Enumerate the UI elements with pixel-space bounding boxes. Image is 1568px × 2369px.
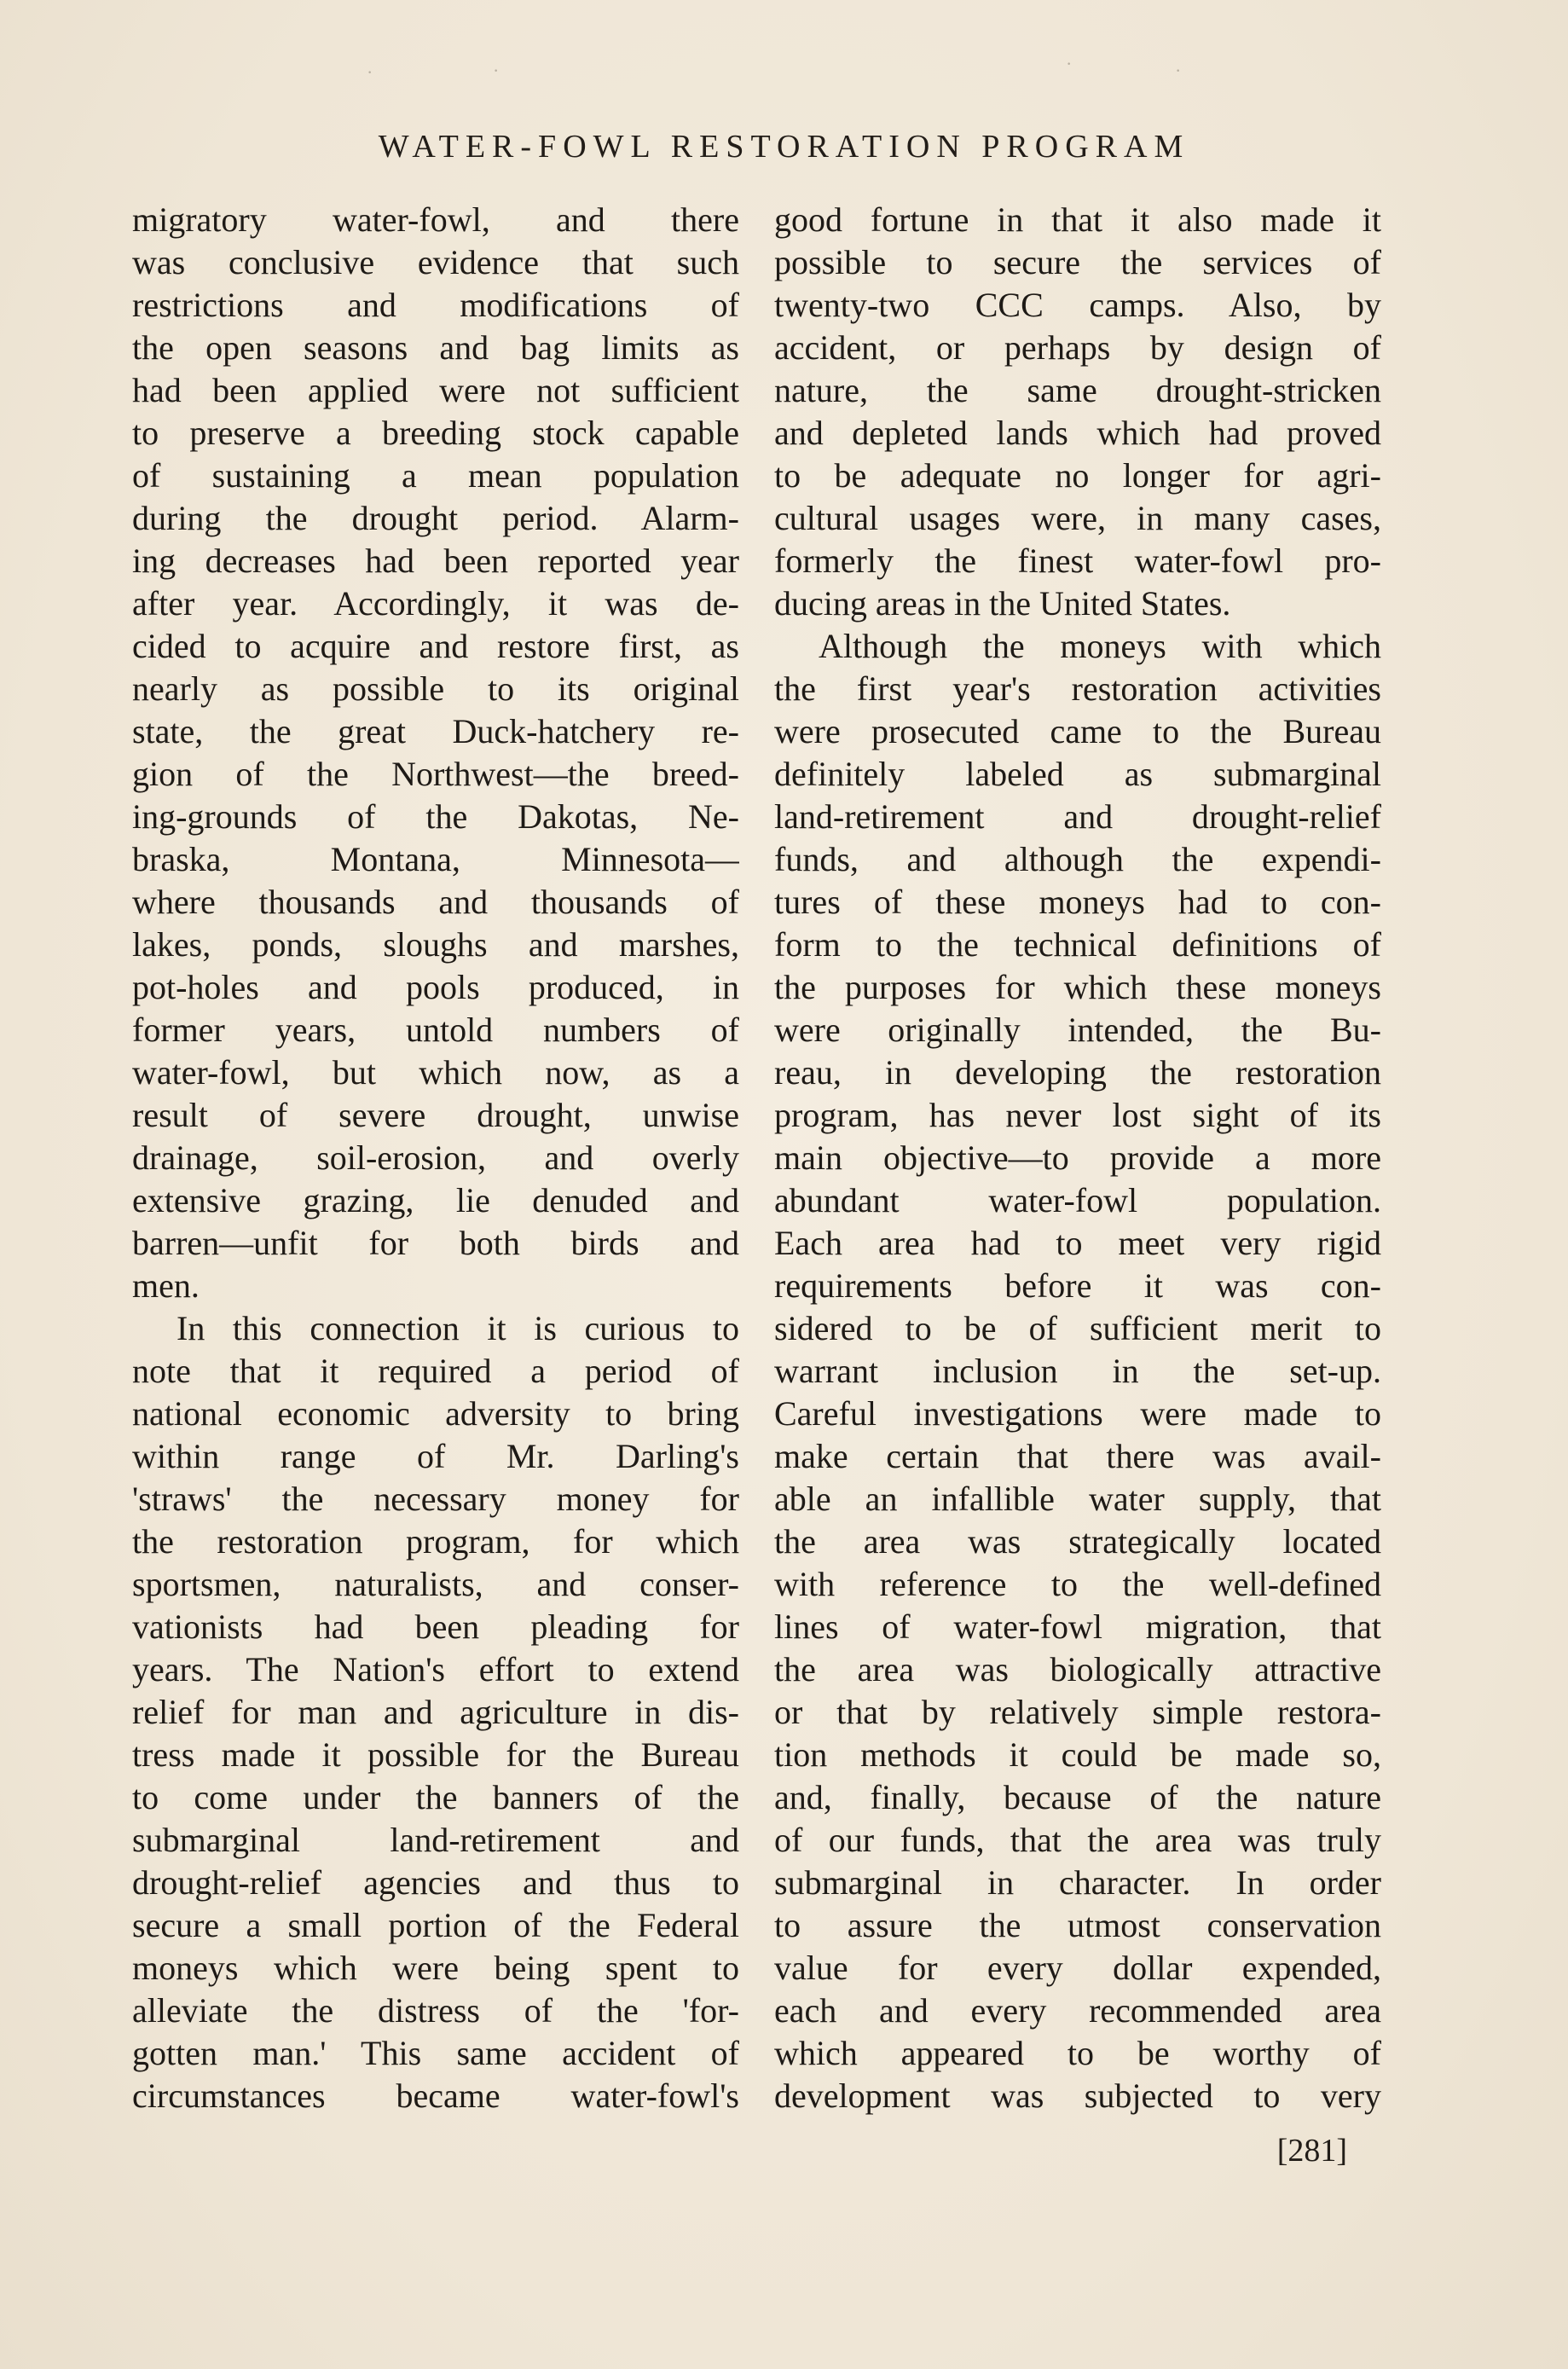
- paper-speck: ·: [367, 61, 373, 83]
- text-line: water-fowl, but which now, as a: [132, 1053, 739, 1092]
- text-line: state, the great Duck-hatchery re-: [132, 712, 739, 750]
- text-line: the area was strategically located: [774, 1522, 1381, 1561]
- paper-speck: ·: [1175, 60, 1182, 81]
- text-line: able an infallible water supply, that: [774, 1480, 1381, 1518]
- text-line: and, finally, because of the nature: [774, 1778, 1381, 1816]
- text-line: In this connection it is curious to: [176, 1309, 739, 1347]
- text-line: were prosecuted came to the Bureau: [774, 712, 1381, 750]
- text-line: the open seasons and bag limits as: [132, 328, 739, 367]
- text-line: to assure the utmost conservation: [774, 1906, 1381, 1944]
- text-line: twenty-two CCC camps. Also, by: [774, 286, 1381, 324]
- text-line: moneys which were being spent to: [132, 1949, 739, 1987]
- text-line: Careful investigations were made to: [774, 1394, 1381, 1433]
- text-line: gotten man.' This same accident of: [132, 2034, 739, 2072]
- text-line: program, has never lost sight of its: [774, 1096, 1381, 1134]
- text-line: 'straws' the necessary money for: [132, 1480, 739, 1518]
- text-line: alleviate the distress of the 'for-: [132, 1991, 739, 2030]
- text-line: cultural usages were, in many cases,: [774, 499, 1381, 537]
- text-line: during the drought period. Alarm-: [132, 499, 739, 537]
- text-line: relief for man and agriculture in dis-: [132, 1693, 739, 1731]
- text-line: with reference to the well-defined: [774, 1565, 1381, 1603]
- text-line: the purposes for which these moneys: [774, 968, 1381, 1006]
- text-line: tures of these moneys had to con-: [774, 883, 1381, 921]
- text-line: submarginal land-retirement and: [132, 1821, 739, 1859]
- text-line: nature, the same drought-stricken: [774, 371, 1381, 409]
- text-line: restrictions and modifications of: [132, 286, 739, 324]
- text-line: migratory water-fowl, and there: [132, 200, 739, 239]
- text-line: of sustaining a mean population: [132, 456, 739, 495]
- text-line: was conclusive evidence that such: [132, 243, 739, 281]
- text-line: extensive grazing, lie denuded and: [132, 1181, 739, 1219]
- text-line: or that by relatively simple restora-: [774, 1693, 1381, 1731]
- text-line: drought-relief agencies and thus to: [132, 1863, 739, 1902]
- text-line: to be adequate no longer for agri-: [774, 456, 1381, 495]
- text-line: result of severe drought, unwise: [132, 1096, 739, 1134]
- text-line: Each area had to meet very rigid: [774, 1224, 1381, 1262]
- text-line: vationists had been pleading for: [132, 1607, 739, 1646]
- text-line: and depleted lands which had proved: [774, 414, 1381, 452]
- text-line: circumstances became water-fowl's: [132, 2076, 739, 2115]
- paper-speck: ·: [1066, 53, 1073, 74]
- text-line: development was subjected to very: [774, 2076, 1381, 2115]
- text-line: nearly as possible to its original: [132, 669, 739, 708]
- text-line: good fortune in that it also made it: [774, 200, 1381, 239]
- text-line: abundant water-fowl population.: [774, 1181, 1381, 1219]
- text-line: cided to acquire and restore first, as: [132, 627, 739, 665]
- text-line: value for every dollar expended,: [774, 1949, 1381, 1987]
- text-line: braska, Montana, Minnesota—: [132, 840, 739, 878]
- text-line: lakes, ponds, sloughs and marshes,: [132, 925, 739, 964]
- text-line: lines of water-fowl migration, that: [774, 1607, 1381, 1646]
- text-line: years. The Nation's effort to extend: [132, 1650, 739, 1688]
- right-column: [774, 199, 1381, 2117]
- text-line: warrant inclusion in the set-up.: [774, 1352, 1381, 1390]
- paper-speck: ·: [493, 60, 500, 81]
- text-line: reau, in developing the restoration: [774, 1053, 1381, 1092]
- page-number: [281]: [1276, 2133, 1347, 2169]
- text-line: after year. Accordingly, it was de-: [132, 584, 739, 623]
- text-line: the restoration program, for which: [132, 1522, 739, 1561]
- text-line: ducing areas in the United States.: [774, 584, 1231, 623]
- text-line: Although the moneys with which: [819, 627, 1381, 665]
- text-line: form to the technical definitions of: [774, 925, 1381, 964]
- text-line: each and every recommended area: [774, 1991, 1381, 2030]
- text-line: tion methods it could be made so,: [774, 1735, 1381, 1774]
- text-line: requirements before it was con-: [774, 1266, 1381, 1305]
- text-line: gion of the Northwest—the breed-: [132, 755, 739, 793]
- text-line: accident, or perhaps by design of: [774, 328, 1381, 367]
- text-line: secure a small portion of the Federal: [132, 1906, 739, 1944]
- text-line: formerly the finest water-fowl pro-: [774, 542, 1381, 580]
- text-line: national economic adversity to bring: [132, 1394, 739, 1433]
- text-line: men.: [132, 1266, 200, 1305]
- text-line: submarginal in character. In order: [774, 1863, 1381, 1902]
- text-line: the area was biologically attractive: [774, 1650, 1381, 1688]
- text-line: of our funds, that the area was truly: [774, 1821, 1381, 1859]
- text-line: the first year's restoration activities: [774, 669, 1381, 708]
- text-line: within range of Mr. Darling's: [132, 1437, 739, 1475]
- text-line: make certain that there was avail-: [774, 1437, 1381, 1475]
- text-line: barren—unfit for both birds and: [132, 1224, 739, 1262]
- text-line: definitely labeled as submarginal: [774, 755, 1381, 793]
- text-line: ing decreases had been reported year: [132, 542, 739, 580]
- text-line: land-retirement and drought-relief: [774, 797, 1381, 836]
- text-line: former years, untold numbers of: [132, 1011, 739, 1049]
- text-line: where thousands and thousands of: [132, 883, 739, 921]
- text-line: to come under the banners of the: [132, 1778, 739, 1816]
- text-line: had been applied were not sufficient: [132, 371, 739, 409]
- text-line: note that it required a period of: [132, 1352, 739, 1390]
- text-line: to preserve a breeding stock capable: [132, 414, 739, 452]
- left-column: [132, 199, 739, 2117]
- text-line: main objective—to provide a more: [774, 1138, 1381, 1177]
- text-line: were originally intended, the Bu-: [774, 1011, 1381, 1049]
- text-line: tress made it possible for the Bureau: [132, 1735, 739, 1774]
- text-line: which appeared to be worthy of: [774, 2034, 1381, 2072]
- text-line: funds, and although the expendi-: [774, 840, 1381, 878]
- text-line: ing-grounds of the Dakotas, Ne-: [132, 797, 739, 836]
- running-head: WATER-FOWL RESTORATION PROGRAM: [378, 129, 1190, 165]
- text-line: sportsmen, naturalists, and conser-: [132, 1565, 739, 1603]
- text-line: pot-holes and pools produced, in: [132, 968, 739, 1006]
- text-line: drainage, soil-erosion, and overly: [132, 1138, 739, 1177]
- text-line: sidered to be of sufficient merit to: [774, 1309, 1381, 1347]
- text-line: possible to secure the services of: [774, 243, 1381, 281]
